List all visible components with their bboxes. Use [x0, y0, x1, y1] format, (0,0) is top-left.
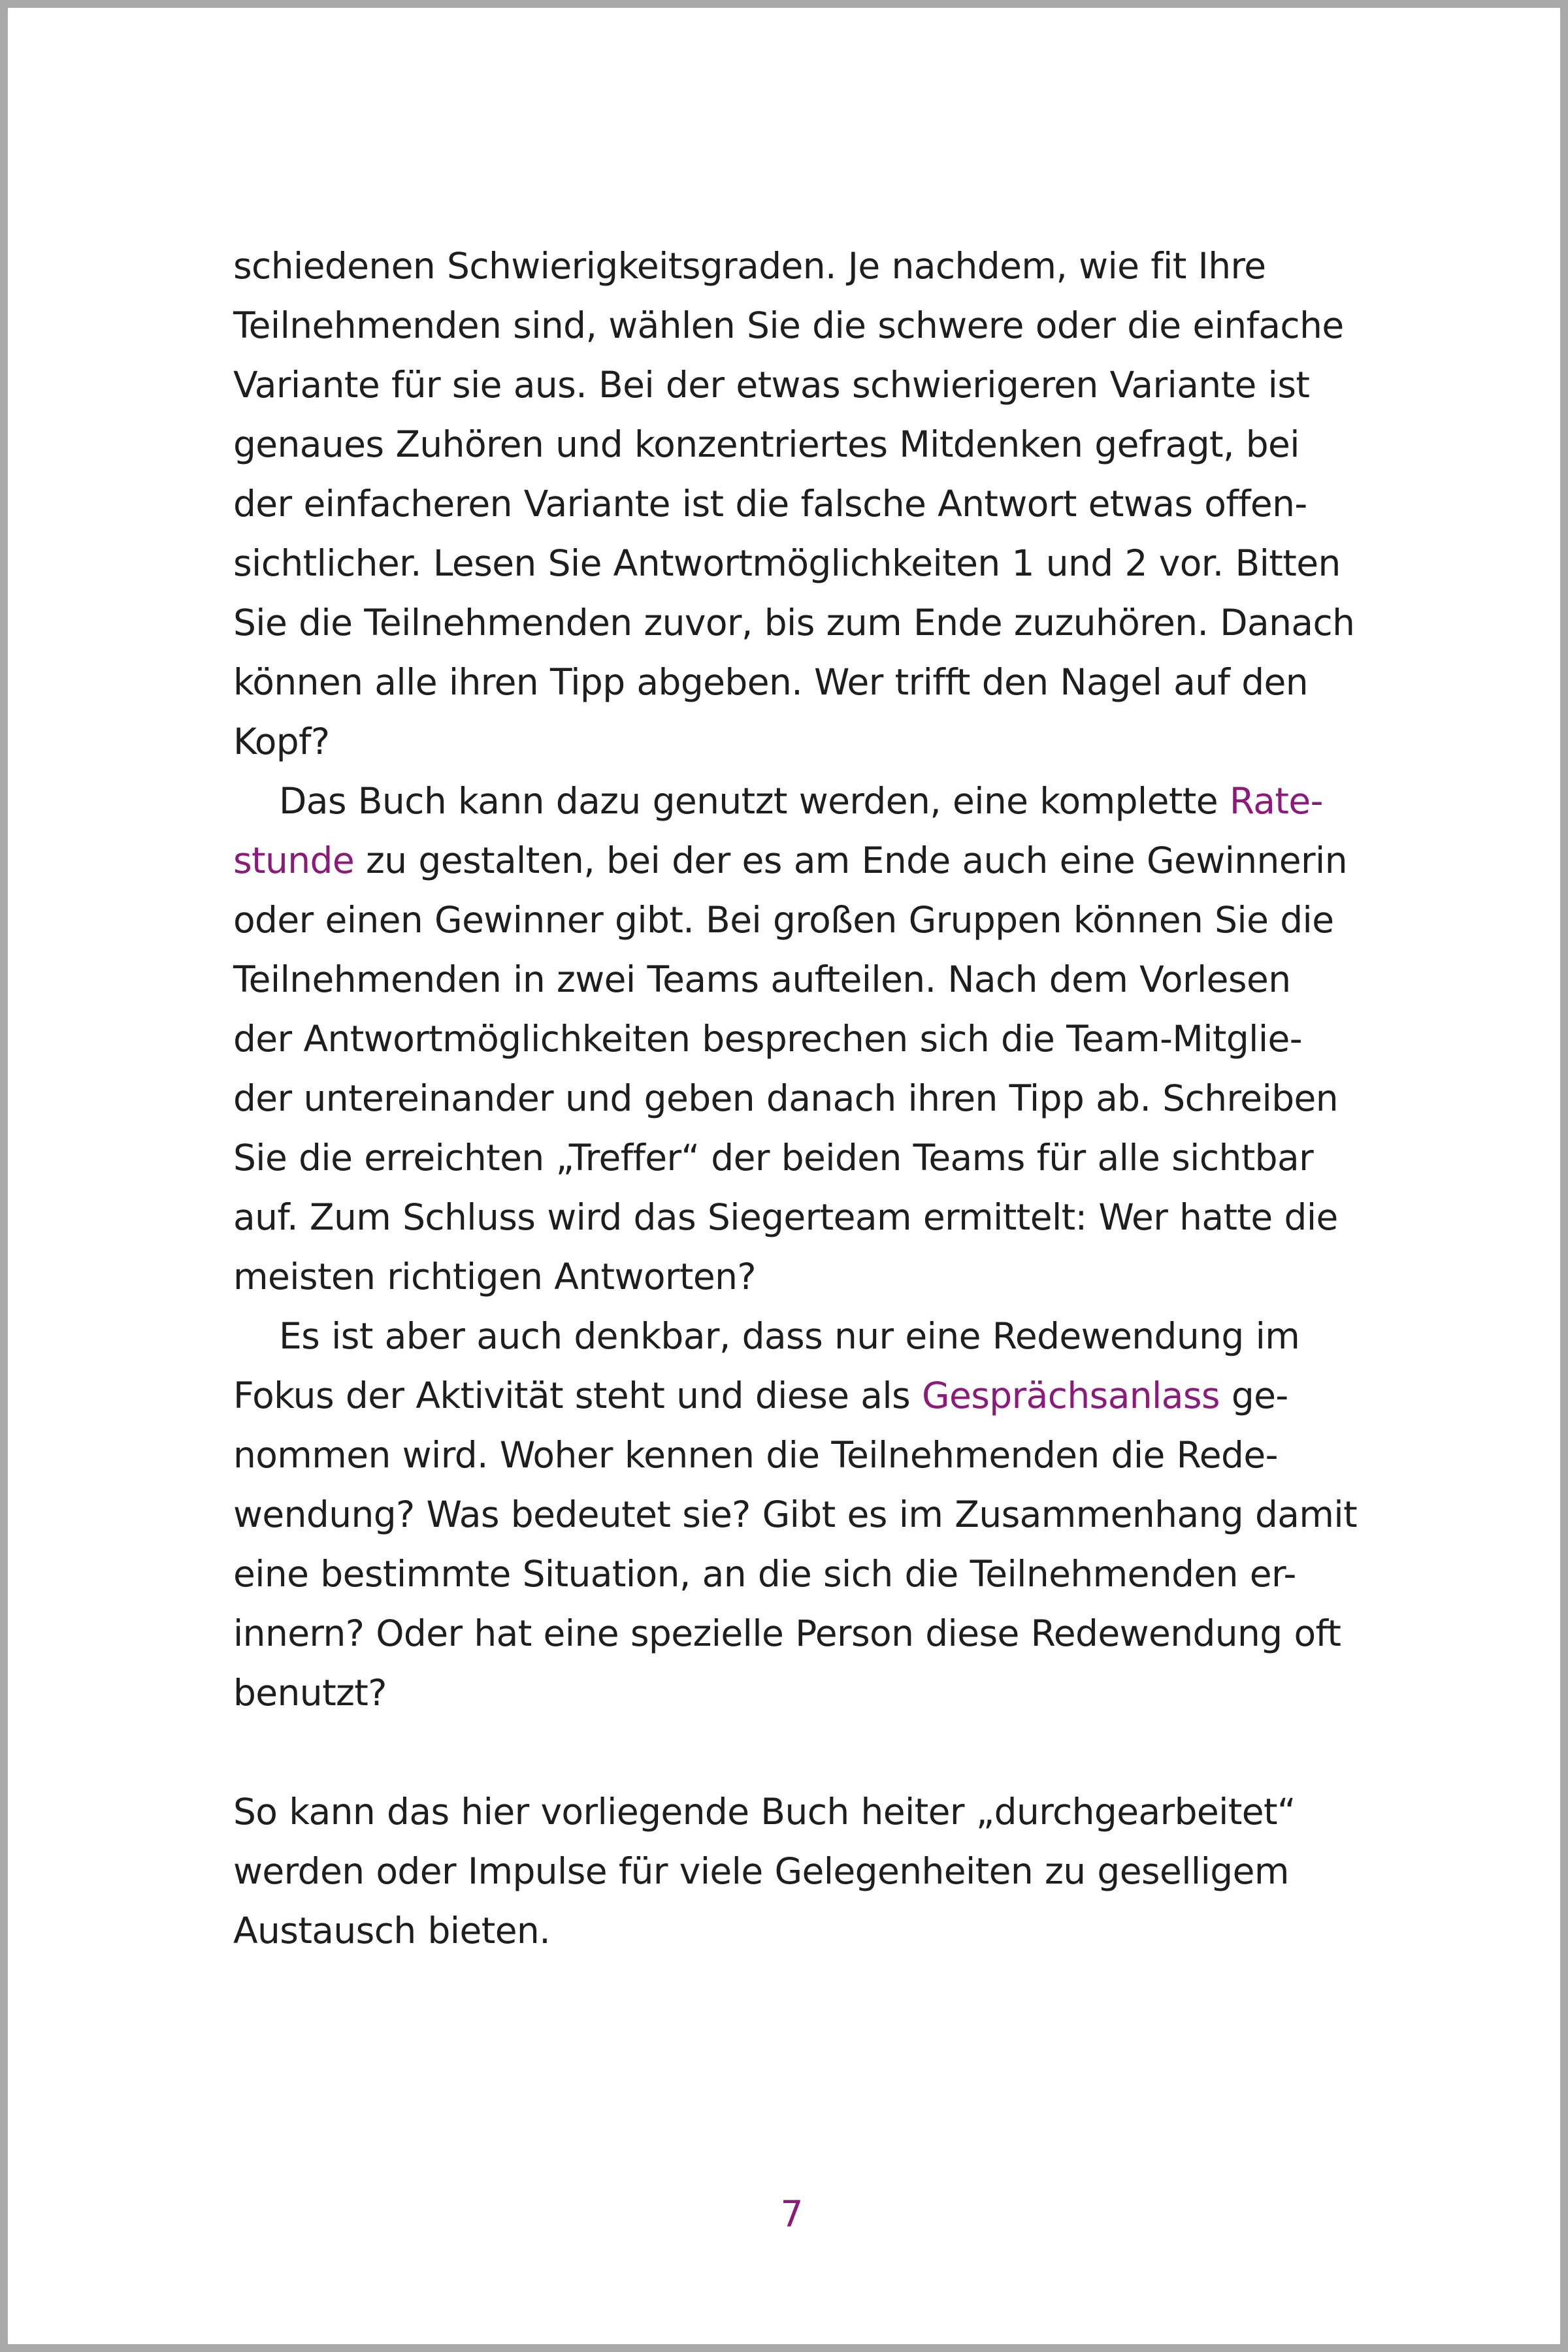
keyword-gespraechsanlass: Gesprächsanlass [922, 1375, 1220, 1416]
text-run: ge- [1219, 1375, 1288, 1416]
text-line: Teilnehmenden in zwei Teams aufteilen. Nach dem Vorlesen [233, 958, 1291, 1000]
body-text [233, 237, 1357, 1961]
text-line: der einfacheren Variante ist die falsche Antwort etwas offen- [233, 483, 1307, 525]
text-line: Austausch bieten. [233, 1910, 551, 1952]
text-line: schiedenen Schwierigkeitsgraden. Je nachdem, wie fit Ihre [233, 245, 1266, 287]
text-line: eine bestimmte Situation, an die sich die Teilnehmenden er- [233, 1553, 1296, 1595]
text-line: Es ist aber auch denkbar, dass nur eine Redewendung im [279, 1315, 1300, 1357]
text-line: der untereinander und geben danach ihren Tipp ab. Schreiben [233, 1077, 1339, 1119]
paragraph-gap [233, 1723, 1357, 1782]
text-run: zu gestalten, bei der es am Ende auch eine Gewinnerin [354, 840, 1347, 881]
text-line: Teilnehmenden sind, wählen Sie die schwere oder die einfache [233, 304, 1344, 346]
paragraph-3 [233, 1307, 1357, 1723]
text-line: Sie die erreichten „Treffer“ der beiden Teams für alle sichtbar [233, 1137, 1314, 1179]
paragraph-4 [233, 1782, 1357, 1961]
text-line: der Antwortmöglichkeiten besprechen sich die Team-Mitglie- [233, 1018, 1302, 1060]
text-run: Fokus der Aktivität steht und diese als [233, 1375, 922, 1416]
text-line: oder einen Gewinner gibt. Bei großen Gruppen können Sie die [233, 899, 1334, 941]
paragraph-1 [233, 237, 1357, 772]
paragraph-2 [233, 772, 1357, 1307]
text-line: werden oder Impulse für viele Gelegenheiten zu geselligem [233, 1850, 1289, 1892]
text-line: auf. Zum Schluss wird das Siegerteam ermittelt: Wer hatte die [233, 1196, 1338, 1238]
text-run: Das Buch kann dazu genutzt werden, eine komplette [279, 780, 1230, 822]
text-line: wendung? Was bedeutet sie? Gibt es im Zusammenhang damit [233, 1494, 1358, 1535]
text-line: meisten richtigen Antworten? [233, 1256, 756, 1298]
keyword-ratestunde: stunde [233, 840, 355, 881]
text-line [233, 831, 1357, 890]
page-number: 7 [780, 2193, 804, 2235]
text-line: Kopf? [233, 721, 330, 762]
keyword-ratestunde: Rate- [1229, 780, 1323, 822]
text-line [233, 1366, 1357, 1426]
text-line: innern? Oder hat eine spezielle Person diese Redewendung oft [233, 1612, 1341, 1654]
text-line: können alle ihren Tipp abgeben. Wer trifft den Nagel auf den [233, 661, 1309, 703]
text-line: nommen wird. Woher kennen die Teilnehmenden die Rede- [233, 1434, 1278, 1476]
text-line: Sie die Teilnehmenden zuvor, bis zum Ende zuzuhören. Danach [233, 602, 1355, 644]
text-line: Variante für sie aus. Bei der etwas schwierigeren Variante ist [233, 364, 1310, 406]
text-line: genaues Zuhören und konzentriertes Mitdenken gefragt, bei [233, 423, 1299, 465]
text-line: So kann das hier vorliegende Buch heiter „durchgearbeitet“ [233, 1791, 1296, 1833]
text-line: sichtlicher. Lesen Sie Antwortmöglichkeiten 1 und 2 vor. Bitten [233, 542, 1341, 584]
text-line [233, 772, 1357, 831]
text-line: benutzt? [233, 1672, 387, 1714]
